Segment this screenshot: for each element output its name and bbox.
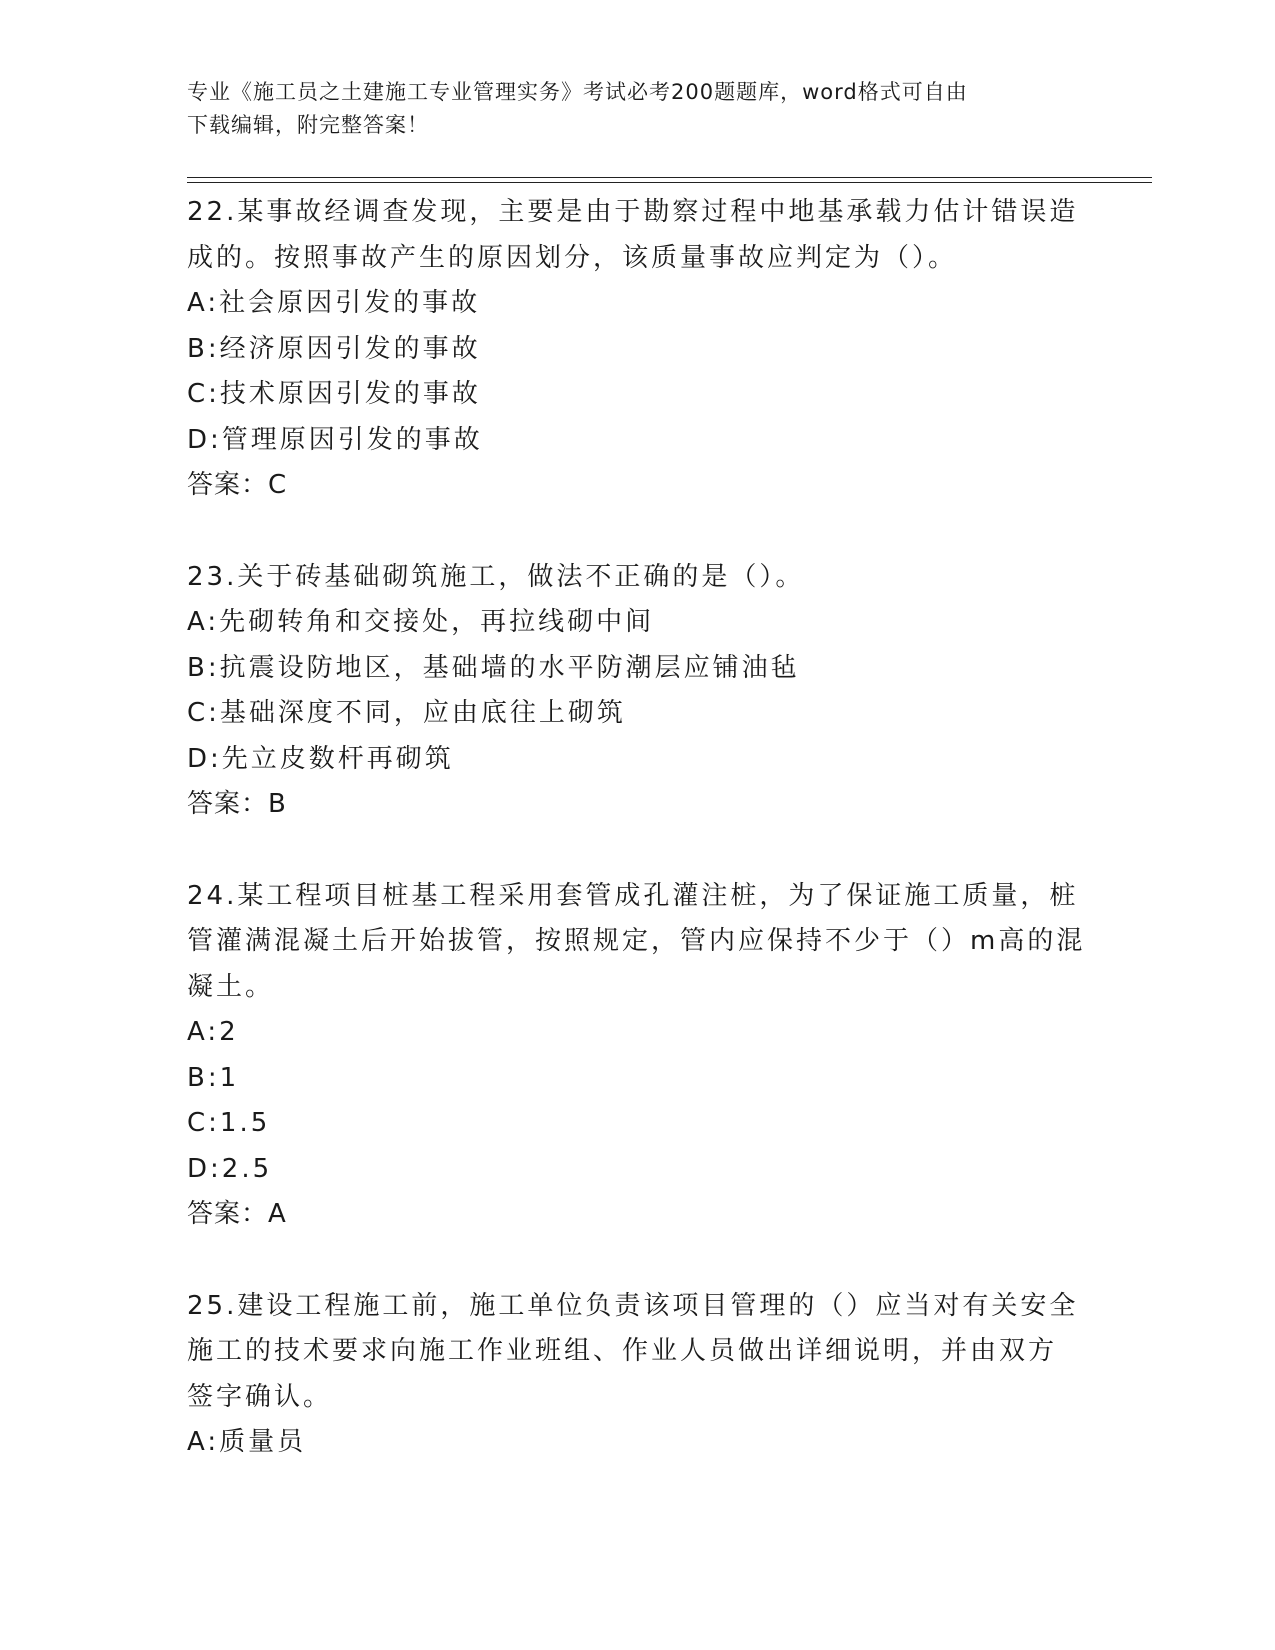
option-b: B:抗震设防地区，基础墙的水平防潮层应铺油毡	[187, 652, 800, 683]
document-header	[187, 76, 1067, 142]
header-line-1: 专业《施工员之土建施工专业管理实务》考试必考200题题库，word格式可自由	[187, 80, 968, 104]
option-c: C:技术原因引发的事故	[187, 379, 481, 409]
question-stem-line: 22.某事故经调查发现，主要是由于勘察过程中地基承载力估计错误造	[187, 197, 1079, 227]
question-22	[187, 190, 1087, 509]
question-stem-line: 成的。按照事故产生的原因划分，该质量事故应判定为（）。	[187, 242, 958, 273]
option-d: D:先立皮数杆再砌筑	[187, 743, 454, 774]
header-line-2: 下载编辑，附完整答案！	[187, 113, 429, 137]
question-25	[187, 1284, 1087, 1466]
question-list	[187, 190, 1087, 1512]
option-a: A:先砌转角和交接处，再拉线砌中间	[187, 607, 655, 637]
option-b: B:经济原因引发的事故	[187, 333, 481, 364]
question-stem-line: 施工的技术要求向施工作业班组、作业人员做出详细说明，并由双方	[187, 1336, 1058, 1366]
question-stem-line: 25.建设工程施工前，施工单位负责该项目管理的（）应当对有关安全	[187, 1290, 1079, 1321]
question-stem-line: 管灌满混凝土后开始拔管，按照规定，管内应保持不少于（）m高的混	[187, 926, 1086, 956]
answer-line: 答案：C	[187, 470, 288, 500]
option-c: C:基础深度不同，应由底往上砌筑	[187, 698, 626, 728]
header-divider-top	[187, 177, 1152, 178]
option-a: A:质量员	[187, 1427, 307, 1457]
question-stem-line: 签字确认。	[187, 1381, 333, 1412]
option-b: B:1	[187, 1062, 240, 1093]
option-a: A:社会原因引发的事故	[187, 288, 481, 318]
question-23	[187, 555, 1087, 828]
option-a: A:2	[187, 1017, 239, 1047]
question-24	[187, 874, 1087, 1238]
option-d: D:管理原因引发的事故	[187, 424, 483, 455]
answer-line: 答案：A	[187, 1199, 287, 1229]
question-stem-line: 23.关于砖基础砌筑施工，做法不正确的是（）。	[187, 561, 805, 592]
header-divider-bottom	[187, 182, 1152, 183]
option-d: D:2.5	[187, 1153, 273, 1184]
answer-line: 答案：B	[187, 789, 287, 819]
question-stem-line: 24.某工程项目桩基工程采用套管成孔灌注桩，为了保证施工质量，桩	[187, 880, 1079, 911]
question-stem-line: 凝土。	[187, 971, 275, 1002]
option-c: C:1.5	[187, 1108, 271, 1138]
